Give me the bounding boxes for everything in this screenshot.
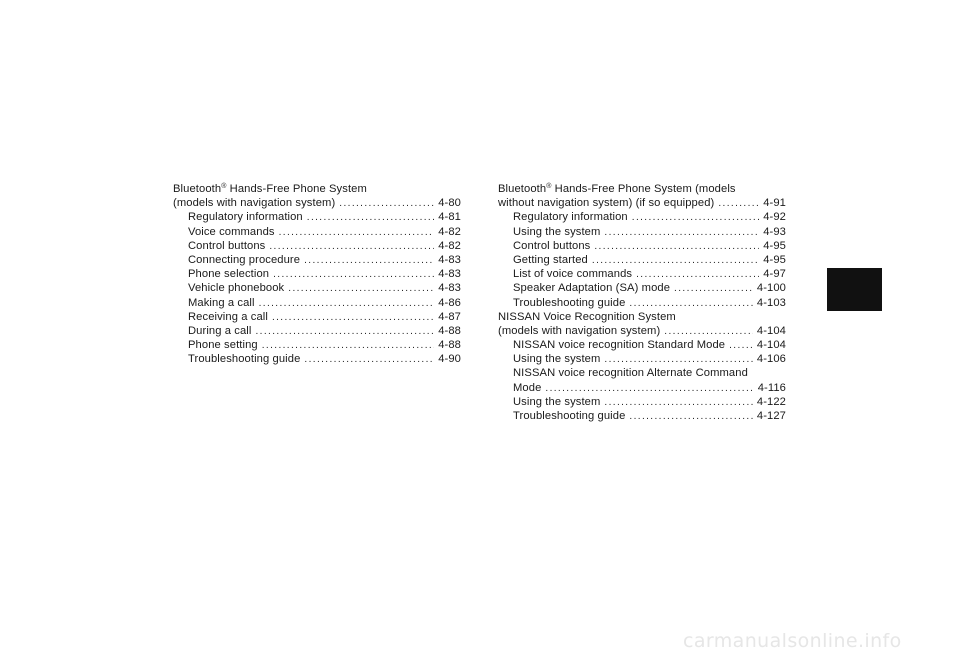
toc-entry-title: Using the system (513, 225, 601, 238)
toc-entry[interactable] (498, 267, 786, 281)
toc-entry-title: Phone selection (188, 268, 270, 281)
leader-dots (629, 410, 752, 424)
toc-entry-list (498, 338, 786, 366)
toc-entry-page: 4-86 (438, 296, 461, 309)
toc-entry-page: 4-88 (438, 339, 461, 352)
toc-entry-page: 4-100 (756, 282, 786, 295)
toc-entry-page: 4-81 (438, 211, 461, 224)
toc-entry-title: Phone setting (188, 339, 258, 352)
toc-entry-page: 4-122 (756, 395, 786, 408)
section-heading: Bluetooth® Hands-Free Phone System (173, 183, 367, 195)
toc-entry-page: 4-82 (438, 225, 461, 238)
toc-entry[interactable] (173, 225, 461, 239)
section-heading: Bluetooth® Hands-Free Phone System (models (498, 183, 736, 195)
toc-entry-title: Getting started (513, 253, 588, 266)
leader-dots (632, 211, 759, 225)
leader-dots (636, 268, 759, 282)
toc-entry-title: (models with navigation system) (173, 197, 336, 210)
toc-entry[interactable] (173, 267, 461, 281)
leader-dots (255, 325, 434, 339)
leader-dots (307, 211, 434, 225)
toc-entry[interactable] (498, 296, 786, 310)
toc-entry-title: NISSAN voice recognition Alternate Command (513, 367, 748, 380)
toc-entry-title: Control buttons (188, 239, 266, 252)
toc-entry[interactable] (173, 239, 461, 253)
toc-entry[interactable] (498, 253, 786, 267)
leader-dots (272, 311, 434, 325)
leader-dots (288, 282, 434, 296)
toc-entry-title: Regulatory information (513, 211, 628, 224)
toc-entry-title: Mode (513, 381, 542, 394)
toc-entry-page: 4-127 (756, 410, 786, 422)
toc-entry-page: 4-82 (438, 239, 461, 252)
toc-entry-list (498, 210, 786, 309)
toc-right-column (498, 182, 786, 423)
watermark-text: carmanualsonline.info (683, 630, 902, 652)
toc-entry-title: Troubleshooting guide (513, 296, 626, 309)
leader-dots (629, 297, 752, 311)
toc-entry-page: 4-97 (763, 268, 786, 281)
toc-entry-page: 4-83 (438, 253, 461, 266)
toc-entry[interactable] (173, 210, 461, 224)
toc-entry[interactable] (498, 196, 786, 210)
leader-dots (718, 197, 759, 211)
toc-entry[interactable] (498, 210, 786, 224)
toc-entry[interactable] (498, 352, 786, 366)
toc-entry-page: 4-93 (763, 225, 786, 238)
toc-entry[interactable] (498, 395, 786, 409)
toc-entry[interactable] (173, 253, 461, 267)
toc-entry-title: NISSAN voice recognition Standard Mode (513, 339, 726, 352)
toc-entry[interactable] (173, 281, 461, 295)
toc-entry-title: Speaker Adaptation (SA) mode (513, 282, 671, 295)
toc-entry-title: Control buttons (513, 239, 591, 252)
toc-left-column (173, 182, 461, 366)
leader-dots (273, 268, 434, 282)
toc-entry-title: Troubleshooting guide (513, 410, 626, 422)
toc-entry-title: Voice commands (188, 225, 275, 238)
leader-dots (604, 226, 759, 240)
toc-entry-title: Connecting procedure (188, 253, 301, 266)
leader-dots (304, 254, 434, 268)
toc-entry-page: 4-83 (438, 268, 461, 281)
toc-entry-page: 4-87 (438, 310, 461, 323)
leader-dots (262, 339, 434, 353)
leader-dots (594, 240, 759, 254)
toc-entry[interactable] (173, 196, 461, 210)
toc-entry[interactable] (498, 239, 786, 253)
leader-dots (304, 353, 434, 367)
leader-dots (545, 382, 753, 396)
leader-dots (279, 226, 435, 240)
toc-entry-page: 4-103 (756, 296, 786, 309)
section-heading: NISSAN Voice Recognition System (498, 310, 676, 323)
toc-entry[interactable] (173, 296, 461, 310)
leader-dots (604, 396, 752, 410)
toc-entry[interactable] (498, 409, 786, 423)
leader-dots (664, 325, 753, 339)
leader-dots (592, 254, 759, 268)
toc-entry[interactable] (173, 324, 461, 338)
toc-entry-title: Troubleshooting guide (188, 353, 301, 366)
chapter-edge-tab (827, 268, 882, 311)
leader-dots (339, 197, 434, 211)
toc-entry-title: Vehicle phonebook (188, 282, 285, 295)
toc-entry-page: 4-83 (438, 282, 461, 295)
leader-dots (729, 339, 753, 353)
leader-dots (259, 297, 435, 311)
toc-entry-page: 4-104 (756, 339, 786, 352)
toc-entry[interactable] (173, 338, 461, 352)
toc-entry-title: Making a call (188, 296, 255, 309)
toc-entry-title: During a call (188, 324, 252, 337)
toc-entry-page: 4-92 (763, 211, 786, 224)
toc-entry[interactable] (173, 310, 461, 324)
leader-dots (674, 282, 753, 296)
toc-entry-page: 4-106 (756, 353, 786, 366)
leader-dots (269, 240, 434, 254)
toc-entry-title: List of voice commands (513, 268, 633, 281)
toc-entry-page: 4-116 (757, 381, 786, 394)
toc-entry[interactable] (498, 324, 786, 338)
toc-entry-list (173, 210, 461, 366)
toc-entry-title: Receiving a call (188, 310, 268, 323)
toc-entry-page: 4-88 (438, 324, 461, 337)
toc-entry-page: 4-95 (763, 253, 786, 266)
toc-entry-title: without navigation system) (if so equipped) (498, 197, 715, 210)
toc-entry[interactable] (498, 225, 786, 239)
toc-entry-page: 4-91 (763, 197, 786, 210)
toc-entry-list (498, 395, 786, 423)
toc-entry-page: 4-95 (763, 239, 786, 252)
leader-dots (604, 353, 752, 367)
toc-entry-title: Regulatory information (188, 211, 303, 224)
toc-entry[interactable] (498, 281, 786, 295)
toc-entry-title: Using the system (513, 353, 601, 366)
toc-entry-page: 4-90 (438, 353, 461, 366)
toc-entry[interactable] (173, 352, 461, 366)
toc-entry-title: (models with navigation system) (498, 324, 661, 337)
toc-entry[interactable] (498, 381, 786, 395)
toc-entry-page: 4-104 (756, 324, 786, 337)
toc-entry-title: Using the system (513, 395, 601, 408)
toc-entry-page: 4-80 (438, 197, 461, 210)
toc-entry[interactable] (498, 338, 786, 352)
